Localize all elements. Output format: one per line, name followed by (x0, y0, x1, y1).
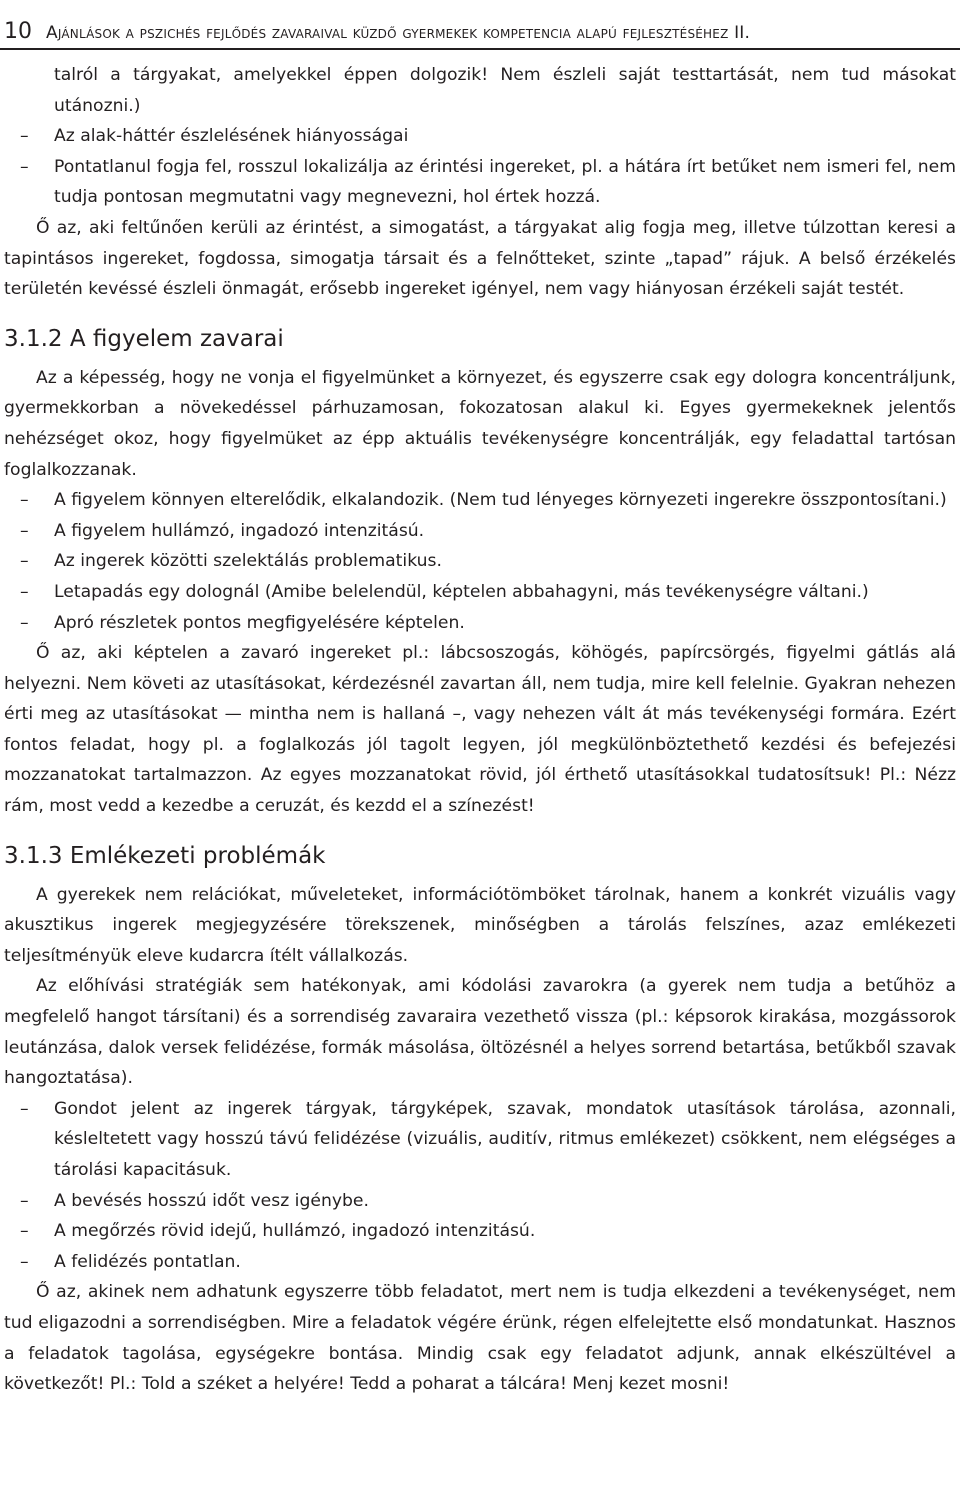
list-item: – Az alak-háttér észlelésének hiányosságai (4, 121, 956, 152)
body-paragraph: Ő az, aki képtelen a zavaró ingereket pl.: lábcsoszogás, köhögés, papírcsörgés, figyelmi gátlás alá helyezni. Nem követi az utasításokat, kérdezésnél zavartan áll, nem tudja, mire kell felelnie. Gyakran nehezen érti meg az utasításokat — mintha nem is hallaná –, vagy nehezen vált át más tevékenységi formára. Ezért fontos feladat, hogy pl. a foglalkozás jól tagolt legyen, jól megkülönböztethető kezdési és befejezési mozzanatokat tartalmazzon. Az egyes mozzanatokat rövid, jól érthető utasításokkal tudatosítsuk! Pl.: Nézz rám, most vedd a kezedbe a ceruzát, és kezdd el a színezést! (4, 643, 956, 817)
list-item: – A megőrzés rövid idejű, hullámzó, ingadozó intenzitású. (4, 1216, 956, 1247)
attention-list (4, 485, 956, 638)
body-paragraph: Az a képesség, hogy ne vonja el figyelmünket a környezet, és egyszerre csak egy dologra koncentráljunk, gyermekkorban a növekedéssel párhuzamosan, fokozatosan alakul ki. Egyes gyermekeknek jelentős nehézséget okoz, hogy figyelmüket az épp aktuális tevékenységre koncentrálják, egy feladattal tartósan foglalkozzanak. (4, 367, 956, 480)
section-heading-3-1-3: 3.1.3 Emlékezeti problémák (4, 842, 326, 869)
page-number: 10 (4, 19, 32, 44)
continuation-text: talról a tárgyakat, amelyekkel éppen dolgozik! Nem észleli saját testtartását, nem tud másokat utánozni.) (54, 65, 956, 116)
running-header (0, 0, 960, 50)
dash-bullet: – (20, 551, 29, 572)
list-item: – A felidézés pontatlan. (4, 1247, 956, 1278)
dash-bullet: – (20, 490, 29, 511)
section-heading-3-1-2: 3.1.2 A figyelem zavarai (4, 325, 284, 352)
list-item: – A figyelem könnyen elterelődik, elkalandozik. (Nem tud lényeges környezeti ingerekre összpontosítani.) (4, 485, 956, 516)
page-content (4, 50, 956, 1400)
list-item: – Pontatlanul fogja fel, rosszul lokalizálja az érintési ingereket, pl. a hátára írt betűket nem ismeri fel, nem tudja pontosan megmutatni vagy megnevezni, hol értek hozzá. (4, 152, 956, 213)
list-item: – Apró részletek pontos megfigyelésére képtelen. (4, 608, 956, 639)
dash-bullet: – (20, 520, 29, 541)
dash-bullet: – (20, 612, 29, 633)
dash-bullet: – (20, 1221, 29, 1242)
dash-bullet: – (20, 126, 29, 147)
body-paragraph: Ő az, akinek nem adhatunk egyszerre több feladatot, mert nem is tudja elkezdeni a tevékenységet, nem tud eligazodni a sorrendiségben. Mire a feladatok végére érünk, régen elfelejtette első mondatunkat. Hasznos a feladatok tagolása, egységekre bontása. Mindig csak egy feladatot adjunk, annak elkészültével a következőt! Pl.: Told a széket a helyére! Tedd a poharat a tálcára! Menj kezet mosni! (4, 1282, 956, 1395)
dash-bullet: – (20, 156, 29, 177)
dash-bullet: – (20, 1190, 29, 1211)
list-item: – A bevésés hosszú időt vesz igénybe. (4, 1186, 956, 1217)
list-item: – Gondot jelent az ingerek tárgyak, tárgyképek, szavak, mondatok utasítások tárolása, azonnali, késleltetett vagy hosszú távú felidézése (vizuális, auditív, ritmus emlékezet) csökkent, nem elégséges a tárolási kapacitásuk. (4, 1094, 956, 1186)
list-item: – Letapadás egy dolognál (Amibe belelendül, képtelen abbahagyni, más tevékenységre váltani.) (4, 577, 956, 608)
dash-bullet: – (20, 581, 29, 602)
running-title: Ajánlások a pszichés fejlődés zavaraival küzdő gyermekek kompetencia alapú fejlesztéséhez II. (46, 23, 751, 43)
list-item: – Az ingerek közötti szelektálás problematikus. (4, 546, 956, 577)
dash-bullet: – (20, 1098, 29, 1119)
body-paragraph: A gyerekek nem relációkat, műveleteket, információtömböket tárolnak, hanem a konkrét vizuális vagy akusztikus ingerek megjegyzésére törekszenek, minőségben a tárolás felszínes, azaz emlékezeti teljesítményük eleve kudarcra ítélt vállalkozás. (4, 884, 956, 966)
memory-list (4, 1094, 956, 1278)
perception-list (4, 121, 956, 213)
list-item: – A figyelem hullámzó, ingadozó intenzitású. (4, 516, 956, 547)
dash-bullet: – (20, 1251, 29, 1272)
body-paragraph: Ő az, aki feltűnően kerüli az érintést, a simogatást, a tárgyakat alig fogja meg, illetve túlzottan keresi a tapintásos ingereket, fogdossa, simogatja társait és a felnőtteket, szinte „tapad” rájuk. A belső érzékelés területén kevéssé észleli önmagát, erősebb ingereket igényel, nem vagy hiányosan érzékeli saját testét. (4, 217, 956, 300)
body-paragraph: Az előhívási stratégiák sem hatékonyak, ami kódolási zavarokra (a gyerek nem tudja a betűhöz a megfelelő hangot társítani) és a sorrendiség zavaraira vezethető vissza (pl.: képsorok kirakása, mozgássorok leutánzása, dalok versek felidézése, formák másolása, öltözésnél a helyes sorrend betartása, betűkből szavak hangoztatása). (4, 976, 956, 1089)
